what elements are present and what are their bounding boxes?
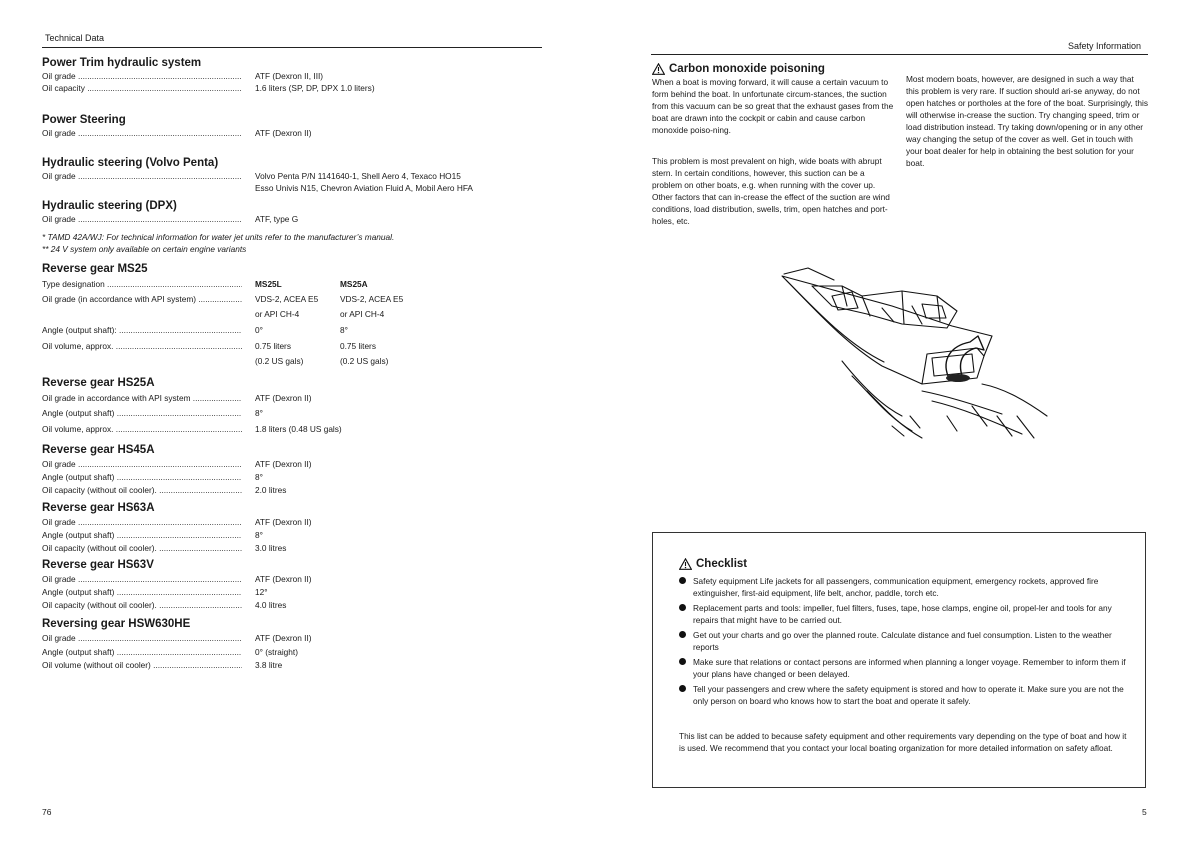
section-title-power-trim: Power Trim hydraulic system [42, 57, 202, 69]
section-title-power-steering: Power Steering [42, 114, 126, 126]
section-title-hydraulic-dpx: Hydraulic steering (DPX) [42, 200, 177, 212]
left-page-number: 76 [42, 807, 52, 817]
section-title-hs63v: Reverse gear HS63V [42, 559, 154, 571]
right-page-number: 5 [1142, 807, 1147, 817]
checklist-title-row [679, 558, 747, 570]
section-title-hydraulic-volvo: Hydraulic steering (Volvo Penta) [42, 157, 219, 169]
section-title-hs63a: Reverse gear HS63A [42, 502, 155, 514]
section-title-hsw630he: Reversing gear HSW630HE [42, 618, 191, 630]
bullet-icon [679, 604, 686, 611]
co-paragraph-1: When a boat is moving forward, it will cause a certain vacuum to form behind the boat. In unfortunate circum-stances, the suction from this vacuum can be so great that the exhaust gases from the boat are drawn into the cockpit or cabin and cause carbon monoxide poiso-ning. [652, 77, 894, 135]
co-title-row [652, 63, 825, 75]
checklist-footer: This list can be added to because safety equipment and other requirements vary depending on the type of boat and how it is used. We recommend that you contact your local boating organization for more detailed information on safety afloat. [679, 731, 1127, 753]
co-title: Carbon monoxide poisoning [669, 63, 825, 75]
bullet-icon [679, 631, 686, 638]
section-title-hs45a: Reverse gear HS45A [42, 444, 155, 456]
co-paragraph-2: This problem is most prevalent on high, wide boats with abrupt stern. In certain conditions, however, this suction can be a problem on other boats, e.g. when running with the cover up. Other factors that can in-crease the effect of the suction are wind conditions, load distribution, swells, trim, open hatches and port-holes, etc. [652, 156, 890, 226]
right-header-rule [651, 54, 1148, 55]
section-title-hs25a: Reverse gear HS25A [42, 377, 155, 389]
footnote-water-jet: * TAMD 42A/WJ: For technical information for water jet units refer to the manufacturer’s manual. [42, 232, 395, 242]
right-page-header: Safety Information [1068, 41, 1142, 51]
boat-illustration [772, 266, 1062, 446]
section-title-ms25: Reverse gear MS25 [42, 263, 148, 275]
bullet-icon [679, 658, 686, 665]
warning-triangle-icon [679, 558, 692, 570]
bullet-icon [679, 577, 686, 584]
co-paragraph-3: Most modern boats, however, are designed in such a way that this problem is very rare. If suction should ari-se anyway, do not open hatches or portholes at the fore of the boat. Surprisingly, this will otherwise in-crease the suction. Try changing speed, trim or load distribution instead. Try taking down/opening or in any other way changing the setup of the cover as well. Get in touch with your boat dealer for help in obtaining the best solution for your boat. [906, 74, 1148, 168]
bullet-icon [679, 685, 686, 692]
checklist-box: Checklist Safety equipment Life jackets for all passengers, communication equipment, emergency rockets, approved fire extinguisher, first-aid equipment, life belt, anchor, paddle, torch etc. Replacement parts and tools: impeller, fuel filters, fuses, tape, hose clamps, engine oil, propel-ler and tools for any repairs that might have to be carried out. Get out your charts and go over the planned route. Calculate distance and fuel consumption. Listen to the weather reports Make sure that relations or contact persons are informed when planning a longer voyage. Remember to inform them if your plans have changed or been delayed. Tell your passengers and crew where the safety equipment is stored and how to operate it. Make sure you are not the only person on board who knows how to start the boat and operate it safely. This list can be added to because safety equipment and other requirements vary depending on the type of boat and how it is used. We recommend that you contact your local boating organization for more detailed information on safety afloat. [652, 532, 1146, 788]
left-header-rule [42, 47, 542, 48]
warning-triangle-icon [652, 63, 665, 75]
left-page-header: Technical Data [45, 33, 105, 43]
checklist-title: Checklist [696, 558, 748, 570]
footnote-24v: ** 24 V system only available on certain engine variants [42, 244, 247, 254]
